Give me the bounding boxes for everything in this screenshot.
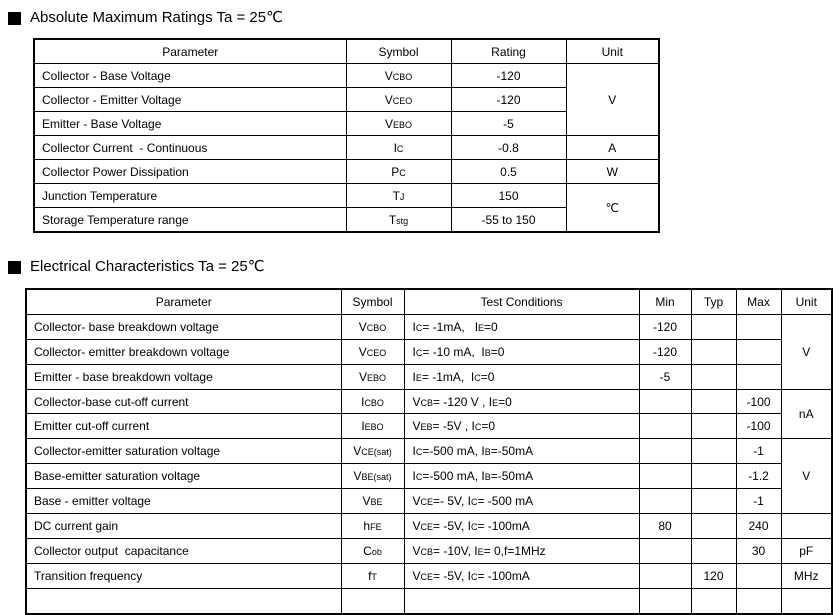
symbol-cell: VEBO [346, 112, 451, 136]
max-cell: 30 [736, 538, 781, 563]
typ-cell [691, 364, 736, 389]
max-cell: -1 [736, 439, 781, 464]
subscript-text: EB [420, 422, 433, 433]
unit-cell: MHz [781, 563, 832, 588]
parameter-cell: Collector- base breakdown voltage [26, 314, 341, 339]
table-row [26, 538, 832, 563]
symbol-cell: VCBO [346, 64, 451, 88]
parameter-cell: DC current gain [26, 514, 341, 539]
table-row [26, 314, 832, 339]
typ-cell [691, 514, 736, 539]
parameter-cell: Collector-emitter saturation voltage [26, 439, 341, 464]
column-header-symbol: Symbol [346, 39, 451, 64]
subscript-text: FE [370, 521, 382, 532]
parameter-cell: Emitter - Base Voltage [34, 112, 346, 136]
table-row [26, 514, 832, 539]
table-row [26, 489, 832, 514]
column-header-parameter: Parameter [34, 39, 346, 64]
subscript-text: EBO [364, 422, 384, 433]
symbol-cell: VBE [341, 489, 404, 514]
subscript-text: BE(sat) [361, 472, 392, 483]
parameter-cell: Emitter - base breakdown voltage [26, 364, 341, 389]
subscript-text: CBO [392, 71, 413, 82]
table-row [26, 339, 832, 364]
test-conditions-cell: VCB= -120 V , IE=0 [404, 389, 639, 414]
test-conditions-cell: IC= -1mA, IE=0 [404, 314, 639, 339]
symbol-cell: fT [341, 563, 404, 588]
table-row [34, 208, 659, 233]
min-cell: -120 [639, 339, 691, 364]
parameter-cell: Collector - Emitter Voltage [34, 88, 346, 112]
column-header-min: Min [639, 289, 691, 314]
test-conditions-cell: IC=-500 mA, IB=-50mA [404, 439, 639, 464]
section-title-text: Electrical Characteristics Ta = 25℃ [30, 258, 265, 275]
subscript-text: CE [420, 571, 434, 582]
subscript-text: CBO [366, 322, 387, 333]
symbol-cell: IEBO [341, 414, 404, 439]
table-row [34, 88, 659, 112]
test-conditions-cell: IC=-500 mA, IB=-50mA [404, 464, 639, 489]
rating-cell: 0.5 [451, 160, 566, 184]
test-conditions-cell: VCE= -5V, IC= -100mA [404, 514, 639, 539]
section-title-absolute-maximum-ratings [8, 8, 283, 28]
column-header-parameter: Parameter [26, 289, 341, 314]
min-cell: -120 [639, 314, 691, 339]
empty-cell [639, 588, 691, 613]
typ-cell [691, 389, 736, 414]
unit-cell: nA [781, 389, 832, 439]
symbol-cell: Tstg [346, 208, 451, 233]
subscript-text: C [415, 322, 423, 333]
parameter-cell: Collector Current - Continuous [34, 136, 346, 160]
empty-cell [781, 588, 832, 613]
subscript-text: E [478, 322, 485, 333]
unit-cell [781, 514, 832, 539]
max-cell [736, 314, 781, 339]
parameter-cell: Junction Temperature [34, 184, 346, 208]
typ-cell [691, 314, 736, 339]
unit-cell: A [566, 136, 659, 160]
symbol-cell: VBE(sat) [341, 464, 404, 489]
subscript-text: C [415, 472, 423, 483]
subscript-text: J [399, 191, 405, 202]
subscript-text: ob [371, 546, 382, 557]
test-conditions-cell: VCE= -5V, IC= -100mA [404, 563, 639, 588]
column-header-max: Max [736, 289, 781, 314]
test-conditions-cell: IC= -10 mA, IB=0 [404, 339, 639, 364]
parameter-cell: Emitter cut-off current [26, 414, 341, 439]
min-cell [639, 439, 691, 464]
subscript-text: CE [420, 521, 434, 532]
electrical-characteristics-table [25, 288, 833, 615]
subscript-text: E [492, 397, 499, 408]
subscript-text: C [470, 521, 478, 532]
max-cell: -100 [736, 389, 781, 414]
rating-cell: -120 [451, 64, 566, 88]
max-cell: 240 [736, 514, 781, 539]
subscript-text: CE [420, 497, 434, 508]
subscript-text: C [415, 347, 423, 358]
rating-cell: -120 [451, 88, 566, 112]
table-header-row [34, 39, 659, 64]
unit-cell: V [781, 439, 832, 514]
symbol-cell: PC [346, 160, 451, 184]
test-conditions-cell: VCE=- 5V, IC= -500 mA [404, 489, 639, 514]
table-row [26, 563, 832, 588]
max-cell: -100 [736, 414, 781, 439]
section-title-electrical-characteristics [8, 257, 265, 277]
clipped-partial-row [26, 588, 832, 613]
symbol-cell: hFE [341, 514, 404, 539]
symbol-cell: IC [346, 136, 451, 160]
min-cell [639, 389, 691, 414]
max-cell: -1 [736, 489, 781, 514]
subscript-text: C [470, 571, 478, 582]
subscript-text: CBO [364, 397, 384, 408]
table-row [34, 136, 659, 160]
section-marker-icon [8, 261, 21, 274]
test-conditions-cell: VEB= -5V , IC=0 [404, 414, 639, 439]
table-row [26, 414, 832, 439]
unit-cell: pF [781, 538, 832, 563]
min-cell [639, 414, 691, 439]
symbol-cell: VCEO [341, 339, 404, 364]
symbol-cell: ICBO [341, 389, 404, 414]
parameter-cell: Collector Power Dissipation [34, 160, 346, 184]
subscript-text: C [415, 447, 423, 458]
table-row [26, 439, 832, 464]
empty-cell [341, 588, 404, 613]
symbol-cell: Cob [341, 538, 404, 563]
subscript-text: E [477, 546, 484, 557]
table-row [34, 160, 659, 184]
absolute-maximum-ratings-table [33, 38, 660, 233]
typ-cell [691, 538, 736, 563]
parameter-cell: Storage Temperature range [34, 208, 346, 233]
subscript-text: CEO [392, 95, 413, 106]
typ-cell [691, 339, 736, 364]
rating-cell: -5 [451, 112, 566, 136]
symbol-cell: VCEO [346, 88, 451, 112]
symbol-cell: VCBO [341, 314, 404, 339]
empty-cell [691, 588, 736, 613]
max-cell: -1.2 [736, 464, 781, 489]
table-row [34, 184, 659, 208]
empty-cell [26, 588, 341, 613]
min-cell [639, 464, 691, 489]
parameter-cell: Collector- emitter breakdown voltage [26, 339, 341, 364]
empty-cell [404, 588, 639, 613]
subscript-text: B [484, 447, 491, 458]
subscript-text: EBO [367, 372, 387, 383]
column-header-test-conditions: Test Conditions [404, 289, 639, 314]
subscript-text: T [371, 571, 377, 582]
unit-cell: W [566, 160, 659, 184]
typ-cell: 120 [691, 563, 736, 588]
unit-cell: ℃ [566, 184, 659, 233]
section-marker-icon [8, 12, 21, 25]
parameter-cell: Collector-base cut-off current [26, 389, 341, 414]
section-title-text: Absolute Maximum Ratings Ta = 25℃ [30, 9, 283, 26]
parameter-cell: Base - emitter voltage [26, 489, 341, 514]
rating-cell: -55 to 150 [451, 208, 566, 233]
symbol-cell: VCE(sat) [341, 439, 404, 464]
table-row [26, 464, 832, 489]
rating-cell: 150 [451, 184, 566, 208]
unit-cell: V [566, 64, 659, 136]
typ-cell [691, 439, 736, 464]
column-header-symbol: Symbol [341, 289, 404, 314]
subscript-text: CB [420, 546, 434, 557]
max-cell [736, 364, 781, 389]
parameter-cell: Collector output capacitance [26, 538, 341, 563]
min-cell: 80 [639, 514, 691, 539]
test-conditions-cell: VCB= -10V, IE= 0,f=1MHz [404, 538, 639, 563]
subscript-text: E [415, 372, 422, 383]
typ-cell [691, 464, 736, 489]
column-header-unit: Unit [566, 39, 659, 64]
empty-cell [736, 588, 781, 613]
unit-cell: V [781, 314, 832, 389]
subscript-text: CB [420, 397, 434, 408]
subscript-text: B [484, 347, 491, 358]
table-header-row [26, 289, 832, 314]
table-row [26, 364, 832, 389]
subscript-text: B [484, 472, 491, 483]
column-header-typ: Typ [691, 289, 736, 314]
subscript-text: C [470, 497, 478, 508]
subscript-text: CEO [366, 347, 387, 358]
symbol-cell: VEBO [341, 364, 404, 389]
parameter-cell: Base-emitter saturation voltage [26, 464, 341, 489]
max-cell [736, 339, 781, 364]
min-cell [639, 563, 691, 588]
subscript-text: BE [370, 497, 383, 508]
column-header-rating: Rating [451, 39, 566, 64]
subscript-text: stg [396, 215, 409, 226]
subscript-text: C [396, 143, 404, 154]
symbol-cell: TJ [346, 184, 451, 208]
min-cell [639, 538, 691, 563]
max-cell [736, 563, 781, 588]
table-row [34, 64, 659, 88]
subscript-text: C [399, 167, 406, 178]
parameter-cell: Transition frequency [26, 563, 341, 588]
rating-cell: -0.8 [451, 136, 566, 160]
typ-cell [691, 489, 736, 514]
min-cell: -5 [639, 364, 691, 389]
subscript-text: CE(sat) [361, 447, 392, 458]
typ-cell [691, 414, 736, 439]
subscript-text: C [474, 422, 482, 433]
subscript-text: EBO [393, 119, 413, 130]
column-header-unit: Unit [781, 289, 832, 314]
test-conditions-cell: IE= -1mA, IC=0 [404, 364, 639, 389]
table-row [34, 112, 659, 136]
table-row [26, 389, 832, 414]
subscript-text: C [474, 372, 481, 383]
min-cell [639, 489, 691, 514]
parameter-cell: Collector - Base Voltage [34, 64, 346, 88]
